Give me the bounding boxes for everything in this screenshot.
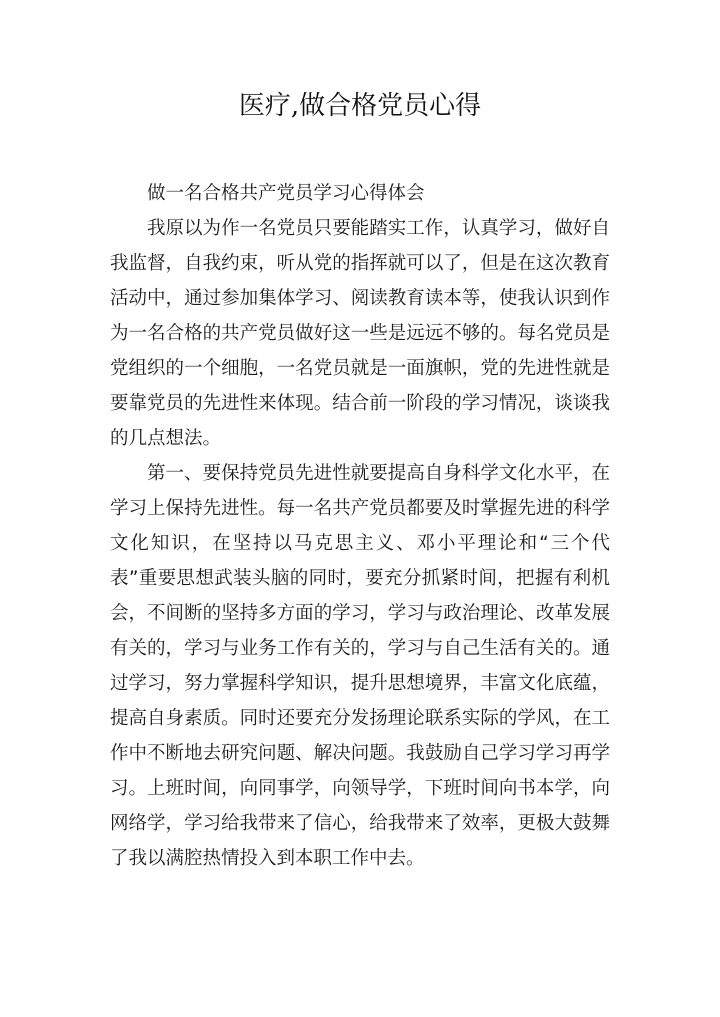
- paragraph-intro: 我原以为作一名党员只要能踏实工作，认真学习，做好自我监督，自我约束，听从党的指挥就可以了，但是在这次教育活动中，通过参加集体学习、阅读教育读本等，使我认识到作为一名合格的共产党员做好这一些是远远不够的。每名党员是党组织的一个细胞，一名党员就是一面旗帜，党的先进性就是要靠党员的先进性来体现。结合前一阶段的学习情况，谈谈我的几点想法。: [110, 218, 610, 449]
- section-heading: 做一名合格共产党员学习心得体会: [147, 183, 425, 204]
- document-title: 医疗,做合格党员心得: [238, 91, 482, 121]
- paragraph-first-point: 第一、要保持党员先进性就要提高自身科学文化水平，在学习上保持先进性。每一名共产党员都要及时掌握先进的科学文化知识，在坚持以马克思主义、邓小平理论和“三个代表”重要思想武装头脑的同时，要充分抓紧时间，把握有利机会，不间断的坚持多方面的学习，学习与政治理论、改革发展有关的，学习与业务工作有关的，学习与自己生活有关的。通过学习，努力掌握科学知识，提升思想境界，丰富文化底蕴，提高自身素质。同时还要充分发扬理论联系实际的学风，在工作中不断地去研究问题、解决问题。我鼓励自己学习学习再学习。上班时间，向同事学，向领导学，下班时间向书本学，向网络学，学习给我带来了信心，给我带来了效率，更极大鼓舞了我以满腔热情投入到本职工作中去。: [110, 463, 610, 869]
- document-body: [110, 176, 610, 876]
